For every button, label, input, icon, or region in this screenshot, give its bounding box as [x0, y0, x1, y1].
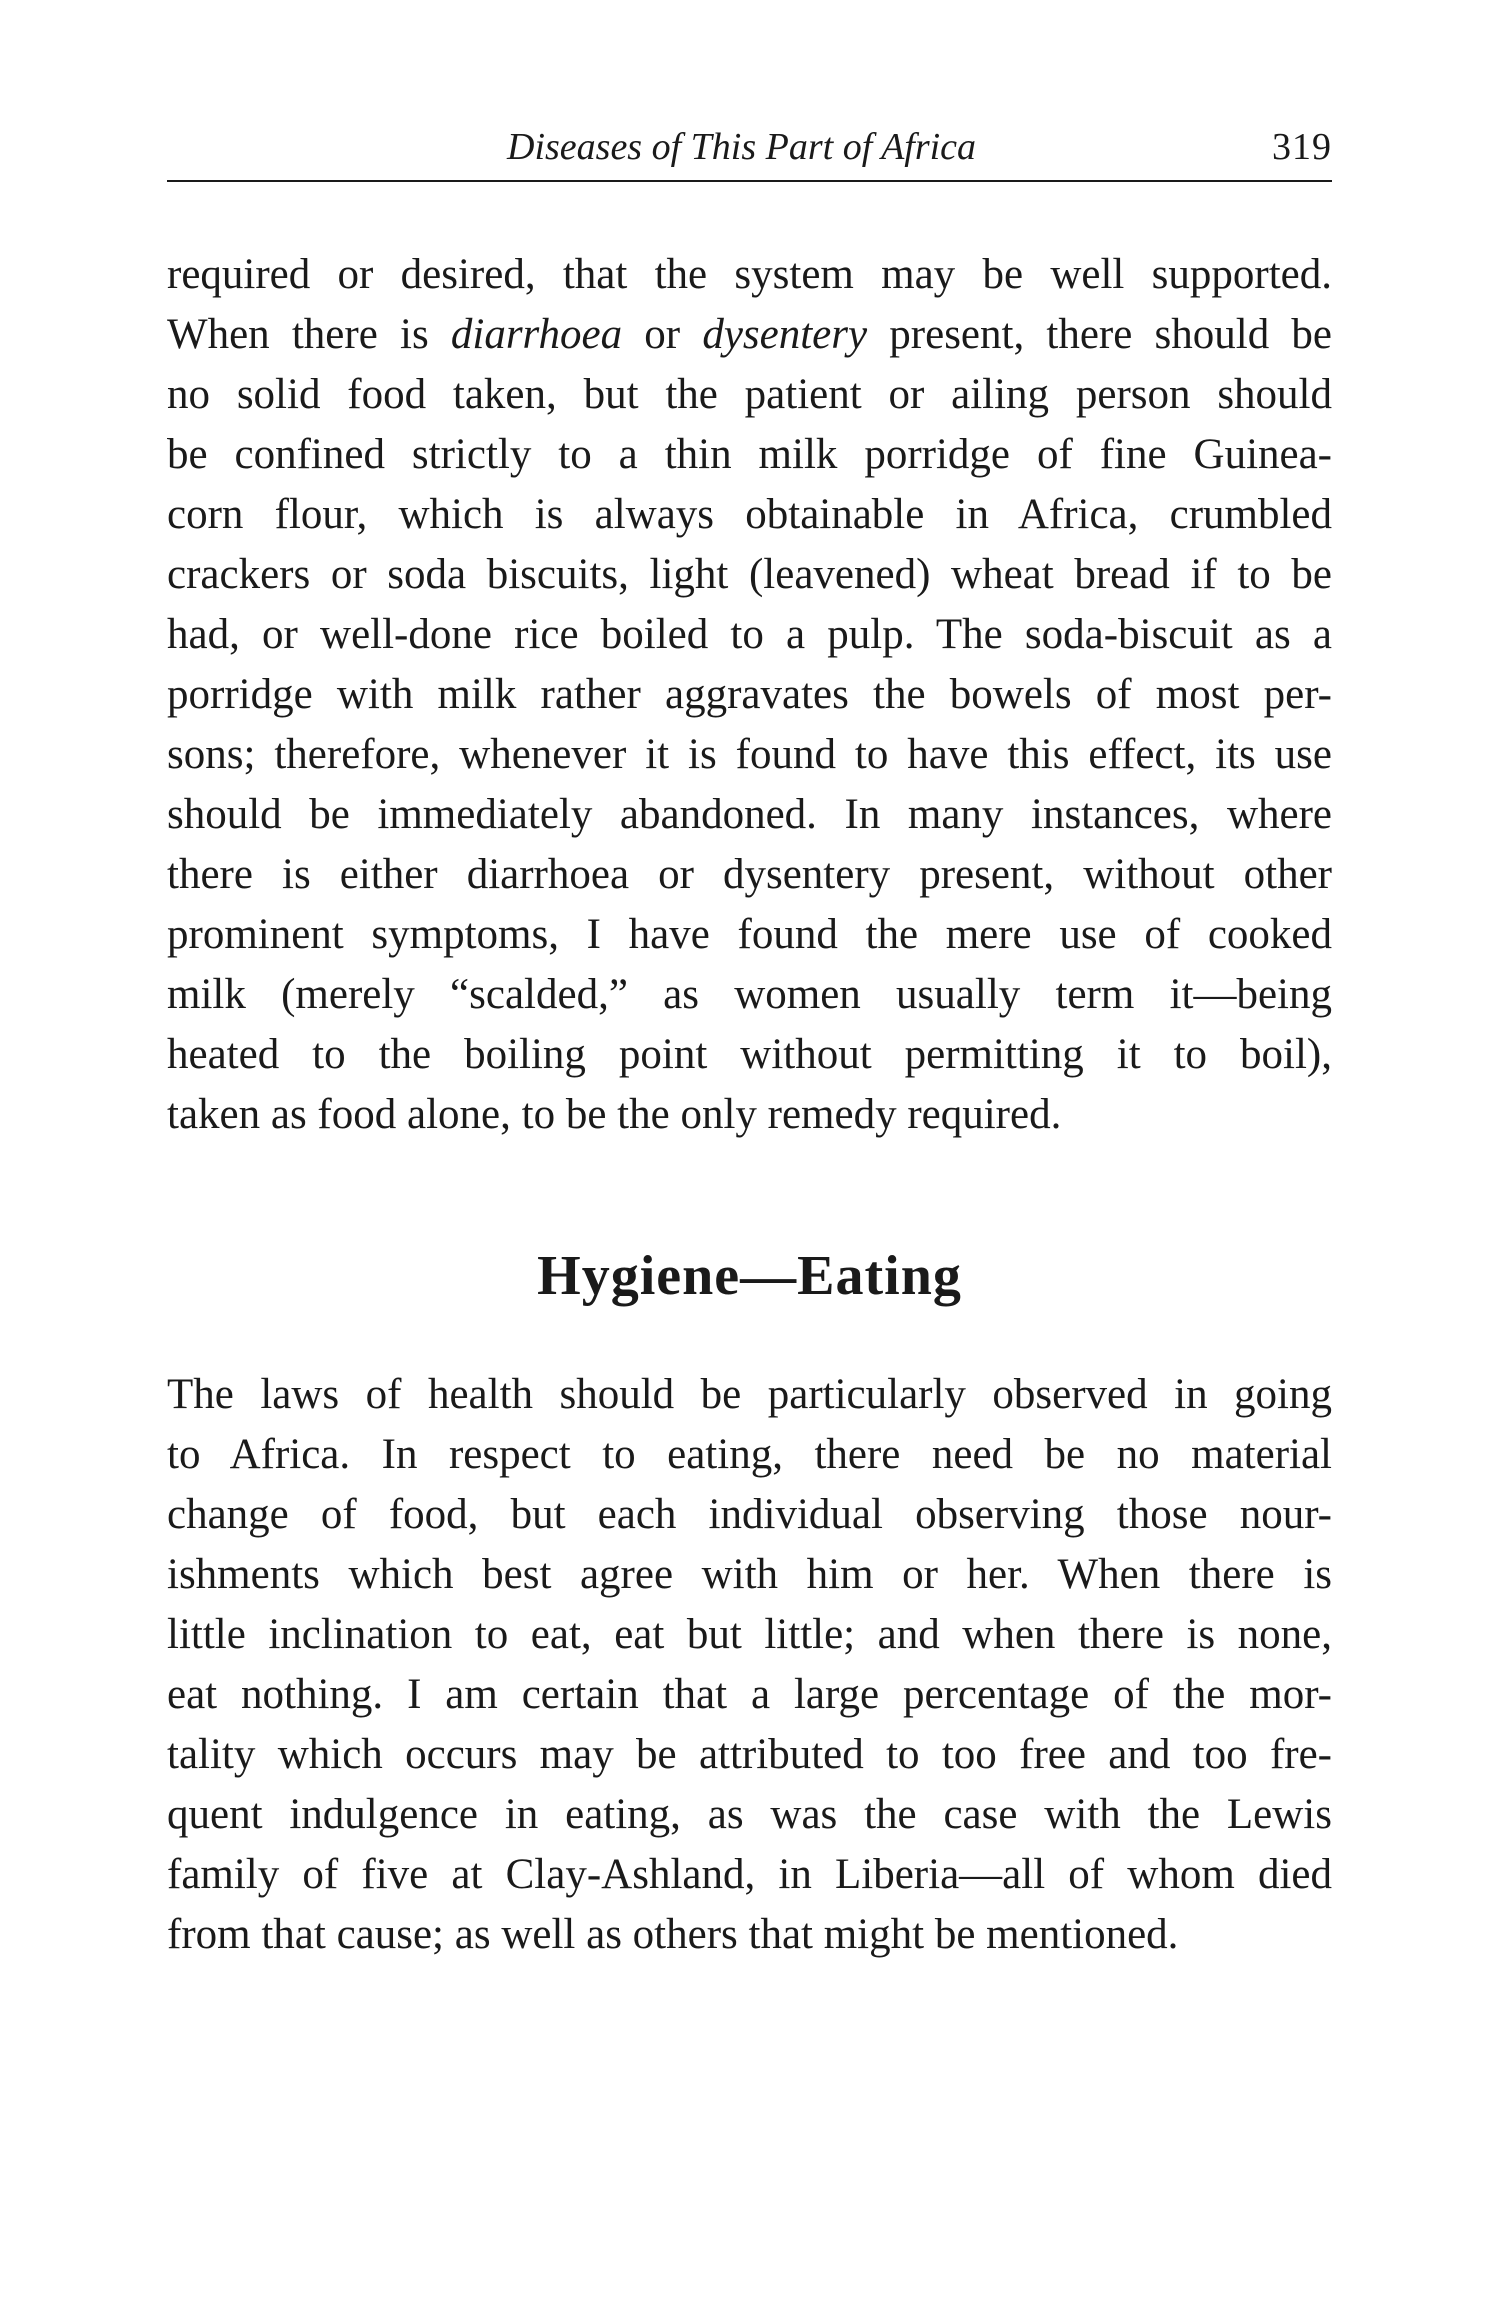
- paragraph-1-line-7: had, or well-done rice boiled to a pulp. The soda-biscuit as a: [167, 611, 1332, 658]
- paragraph-1-line-13: milk (merely “scalded,” as women usually term it—being: [167, 971, 1332, 1018]
- paragraph-1-line-1: required or desired, that the system may be well supported.: [167, 251, 1332, 298]
- text-run: or: [622, 311, 703, 358]
- paragraph-1-line-15: taken as food alone, to be the only remedy required.: [167, 1091, 1062, 1138]
- paragraph-1-line-8: porridge with milk rather aggravates the bowels of most per-: [167, 671, 1332, 718]
- page-number: 319: [1272, 126, 1332, 168]
- paragraph-1-line-9: sons; therefore, whenever it is found to have this effect, its use: [167, 731, 1332, 778]
- paragraph-1-line-11: there is either diarrhoea or dysentery present, without other: [167, 851, 1332, 898]
- paragraph-2-line-6: eat nothing. I am certain that a large percentage of the mor-: [167, 1671, 1332, 1718]
- paragraph-1-line-14: heated to the boiling point without permitting it to boil),: [167, 1031, 1332, 1078]
- paragraph-2-line-4: ishments which best agree with him or her. When there is: [167, 1551, 1332, 1598]
- text-run: present, there should be: [867, 311, 1332, 358]
- running-head: [167, 118, 1332, 182]
- paragraph-2-line-7: tality which occurs may be attributed to too free and too fre-: [167, 1731, 1332, 1778]
- paragraph-2-line-8: quent indulgence in eating, as was the case with the Lewis: [167, 1791, 1332, 1838]
- italic-term-dysentery: dysentery: [702, 311, 868, 358]
- paragraph-2-line-9: family of five at Clay-Ashland, in Liberia—all of whom died: [167, 1851, 1332, 1898]
- paragraph-1-line-12: prominent symptoms, I have found the mere use of cooked: [167, 911, 1332, 958]
- text-run: When there is: [167, 311, 451, 358]
- paragraph-2-line-2: to Africa. In respect to eating, there need be no material: [167, 1431, 1332, 1478]
- paragraph-1-line-10: should be immediately abandoned. In many instances, where: [167, 791, 1332, 838]
- paragraph-1-line-2: [167, 307, 1332, 363]
- paragraph-1-line-4: be confined strictly to a thin milk porridge of fine Guinea-: [167, 431, 1332, 478]
- paragraph-2-line-1: The laws of health should be particularly observed in going: [167, 1371, 1332, 1418]
- italic-term-diarrhoea: diarrhoea: [450, 311, 623, 358]
- paragraph-2-line-10: from that cause; as well as others that might be mentioned.: [167, 1911, 1179, 1958]
- paragraph-1-line-5: corn flour, which is always obtainable in Africa, crumbled: [167, 491, 1332, 538]
- section-heading: Hygiene—Eating: [537, 1245, 962, 1307]
- paragraph-2-line-5: little inclination to eat, eat but little; and when there is none,: [167, 1611, 1332, 1658]
- paragraph-1-line-6: crackers or soda biscuits, light (leavened) wheat bread if to be: [167, 551, 1332, 598]
- paragraph-1-line-3: no solid food taken, but the patient or ailing person should: [167, 371, 1332, 418]
- running-head-title: Diseases of This Part of Africa: [507, 126, 977, 168]
- paragraph-2-line-3: change of food, but each individual observing those nour-: [167, 1491, 1332, 1538]
